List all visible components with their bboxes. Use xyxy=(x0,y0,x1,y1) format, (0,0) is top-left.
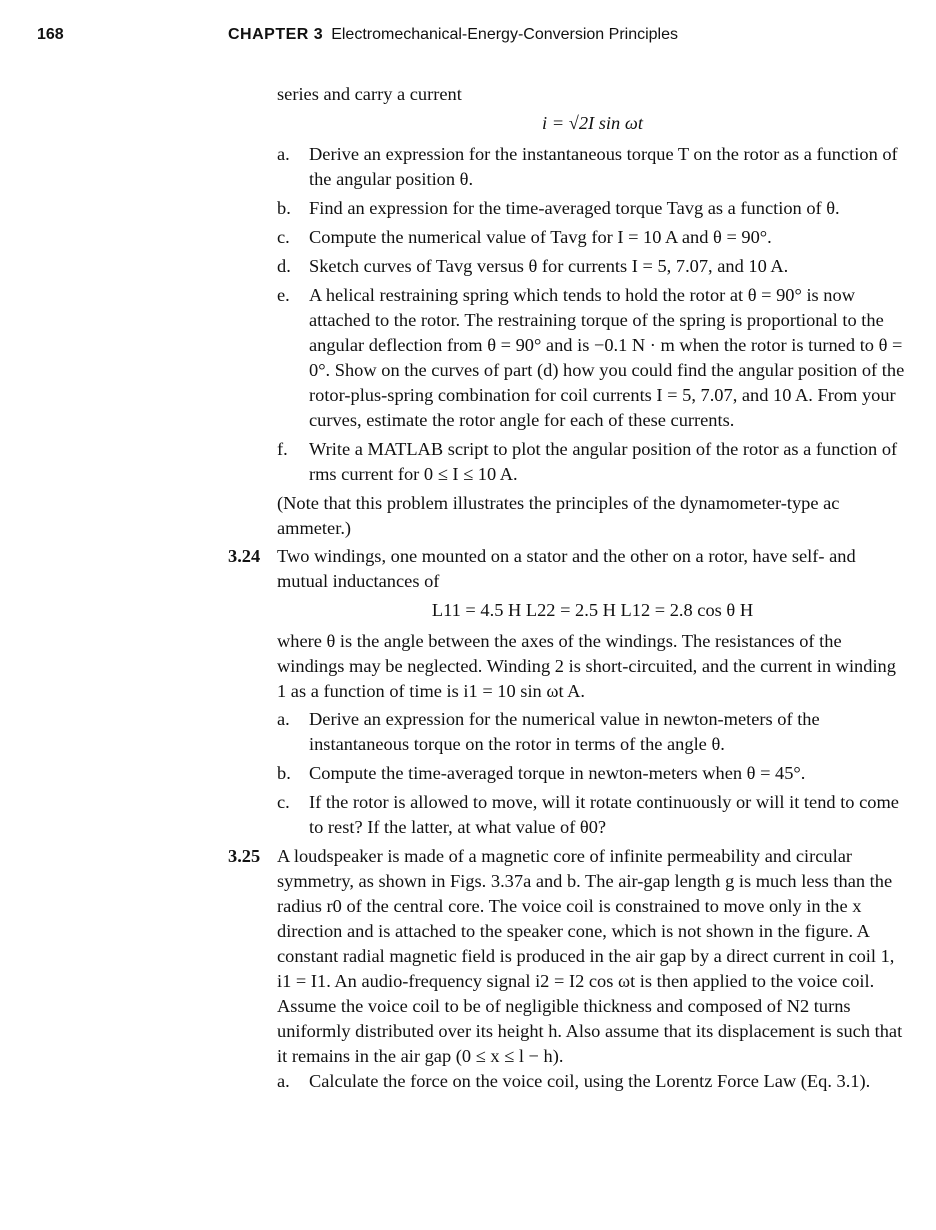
page-number: 168 xyxy=(37,26,64,43)
item-label: e. xyxy=(277,285,290,305)
chapter-label: CHAPTER 3 xyxy=(228,26,324,43)
item-text: If the rotor is allowed to move, will it rotate continuously or will it tend to come to rest? If the latter, at what value of θ0? xyxy=(309,792,899,837)
list-item xyxy=(228,142,908,192)
problem-3-25 xyxy=(228,844,908,1069)
chapter-heading xyxy=(228,26,678,44)
list-item xyxy=(228,1069,908,1094)
item-text: Write a MATLAB script to plot the angular position of the rotor as a function of rms current for 0 ≤ I ≤ 10 A. xyxy=(309,439,898,484)
item-text: Derive an expression for the numerical value in newton-meters of the instantaneous torque on the rotor in terms of the angle θ. xyxy=(309,709,820,754)
list-item xyxy=(228,437,908,487)
list-item xyxy=(228,707,908,757)
problem-3-24-parts xyxy=(228,707,908,840)
item-text: Sketch curves of Tavg versus θ for currents I = 5, 7.07, and 10 A. xyxy=(309,256,789,276)
list-item xyxy=(228,283,908,433)
list-item xyxy=(228,761,908,786)
problem-3-24 xyxy=(228,544,908,594)
item-label: a. xyxy=(277,1071,290,1091)
problem-3-23-parts xyxy=(228,142,908,487)
note-text: (Note that this problem illustrates the principles of the dynamometer-type ac ammeter.) xyxy=(277,493,840,538)
equation-inductances: L11 = 4.5 H L22 = 2.5 H L12 = 2.8 cos θ H xyxy=(431,600,754,620)
list-item xyxy=(228,254,908,279)
item-label: a. xyxy=(277,709,290,729)
item-text: Calculate the force on the voice coil, using the Lorentz Force Law (Eq. 3.1). xyxy=(309,1071,871,1091)
item-text: Compute the time-averaged torque in newton-meters when θ = 45°. xyxy=(309,763,806,783)
item-text: Compute the numerical value of Tavg for I = 10 A and θ = 90°. xyxy=(309,227,772,247)
item-label: c. xyxy=(277,792,290,812)
list-item xyxy=(228,196,908,221)
item-label: b. xyxy=(277,763,291,783)
page-body xyxy=(228,82,908,1098)
problem-3-25-parts xyxy=(228,1069,908,1094)
item-label: b. xyxy=(277,198,291,218)
intro-text: series and carry a current xyxy=(277,84,462,104)
item-label: a. xyxy=(277,144,290,164)
item-text: Find an expression for the time-averaged torque Tavg as a function of θ. xyxy=(309,198,840,218)
equation-current: i = √2I sin ωt xyxy=(542,113,643,133)
problem-number: 3.25 xyxy=(228,846,261,866)
list-item xyxy=(228,225,908,250)
item-text: Derive an expression for the instantaneous torque T on the rotor as a function of the angular position θ. xyxy=(309,144,898,189)
item-label: d. xyxy=(277,256,291,276)
list-item xyxy=(228,790,908,840)
problem-number: 3.24 xyxy=(228,546,261,566)
item-label: f. xyxy=(277,439,288,459)
problem-text: A loudspeaker is made of a magnetic core of infinite permeability and circular symmetry, as shown in Figs. 3.37a and b. The air-gap length g is much less than the radius r0 of the central core. The voice coil is constrained to move only in the x direction and is attached to the speaker cone, which is not shown in the figure. A constant radial magnetic field is produced in the air gap by a direct current in coil 1, i1 = I1. An audio-frequency signal i2 = I2 cos ωt is then applied to the voice coil. Assume the voice coil to be of negligible thickness and composed of N2 turns uniformly distributed over its height h. Also assume that its displacement is such that it remains in the air gap (0 ≤ x ≤ l − h). xyxy=(277,846,903,1066)
item-label: c. xyxy=(277,227,290,247)
chapter-title: Electromechanical-Energy-Conversion Principles xyxy=(331,26,678,43)
item-text: A helical restraining spring which tends to hold the rotor at θ = 90° is now attached to the rotor. The restraining torque of the spring is proportional to the angular deflection from θ = 90° and is −0.1 N · m when the rotor is turned to θ = 0°. Show on the curves of part (d) how you could find the angular position of the rotor-plus-spring combination for coil currents I = 5, 7.07, and 10 A. From your curves, estimate the rotor angle for each of these currents. xyxy=(309,285,905,430)
problem-text: Two windings, one mounted on a stator and the other on a rotor, have self- and mutual inductances of xyxy=(277,546,856,591)
problem-text-continued: where θ is the angle between the axes of the windings. The resistances of the windings may be neglected. Winding 2 is short-circuited, and the current in winding 1 as a function of time is i1 = 10 sin ωt A. xyxy=(277,631,896,701)
running-header xyxy=(0,26,936,48)
